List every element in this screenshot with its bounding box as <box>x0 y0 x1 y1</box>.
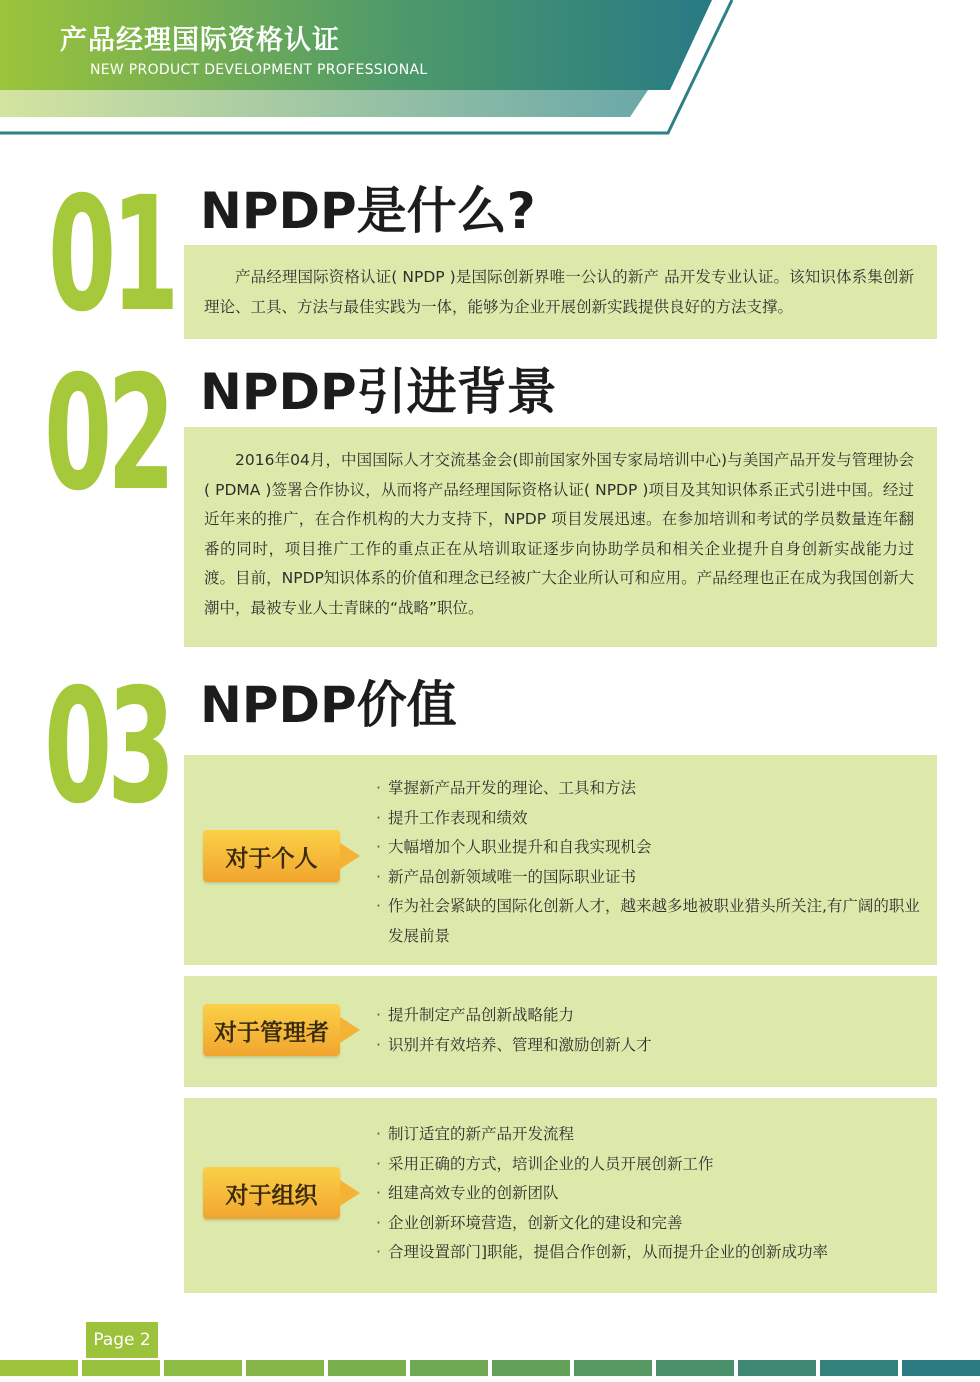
group-manager-list <box>376 1001 921 1060</box>
tag-organization-arrow <box>340 1180 360 1206</box>
list-item: · 采用正确的方式，培训企业的人员开展创新工作 <box>376 1150 921 1180</box>
section-number-01: 01 <box>48 163 175 347</box>
group-organization-list <box>376 1120 921 1268</box>
header-title: 产品经理国际资格认证 <box>60 25 340 56</box>
footer-bar-segment <box>164 1360 242 1376</box>
section-02-text: 2016年04月，中国国际人才交流基金会(即前国家外国专家局培训中心)与美国产品开发与管理协会( PDMA )签署合作协议，从而将产品经理国际资格认证( NPDP )项目及其知识体系正式引进中国。经过近年来的推广，在合作机构的大力支持下，NPDP 项目发展迅速。在参加培训和考试的学员数量连年翻番的同时，项目推广工作的重点正在从培训取证逐步向协助学员和相关企业提升自身创新实战能力过渡。目前，NPDP知识体系的价值和理念已经被广大企业所认可和应用。产品经理也正在成为我国创新大潮中，最被专业人士青睐的“战略”职位。 <box>204 451 914 617</box>
footer-bar-segment <box>328 1360 406 1376</box>
footer-bar-segment <box>574 1360 652 1376</box>
group-individual-list <box>376 774 921 951</box>
list-item: · 企业创新环境营造，创新文化的建设和完善 <box>376 1209 921 1239</box>
section-title-03: NPDP价值 <box>200 676 457 734</box>
tag-manager-arrow <box>340 1017 360 1043</box>
section-02-paragraph <box>204 446 914 623</box>
tag-individual: 对于个人 <box>203 830 340 882</box>
section-title-02: NPDP引进背景 <box>200 363 557 421</box>
section-01-text: 产品经理国际资格认证( NPDP )是国际创新界唯一公认的新产 品开发专业认证。该知识体系集创新理论、工具、方法与最佳实践为一体，能够为企业开展创新实践提供良好的方法支撑。 <box>204 268 914 316</box>
list-item: · 制订适宜的新产品开发流程 <box>376 1120 921 1150</box>
list-item: · 大幅增加个人职业提升和自我实现机会 <box>376 833 921 863</box>
tag-manager: 对于管理者 <box>203 1004 340 1056</box>
list-item: · 作为社会紧缺的国际化创新人才，越来越多地被职业猎头所关注,有广阔的职业发展前景 <box>376 892 921 951</box>
footer-bar-segment <box>738 1360 816 1376</box>
footer-bar-segment <box>820 1360 898 1376</box>
tag-organization: 对于组织 <box>203 1167 340 1219</box>
section-number-02: 02 <box>44 342 171 526</box>
list-item: · 识别并有效培养、管理和激励创新人才 <box>376 1031 921 1061</box>
section-01-paragraph <box>204 263 914 322</box>
footer-bar-segment <box>656 1360 734 1376</box>
list-item: · 组建高效专业的创新团队 <box>376 1179 921 1209</box>
list-item: · 新产品创新领域唯一的国际职业证书 <box>376 863 921 893</box>
list-item: · 提升制定产品创新战略能力 <box>376 1001 921 1031</box>
section-number-03: 03 <box>44 655 171 839</box>
section-title-01: NPDP是什么? <box>200 182 536 240</box>
list-item: · 提升工作表现和绩效 <box>376 804 921 834</box>
tag-individual-arrow <box>340 843 360 869</box>
footer-bar-segment <box>82 1360 160 1376</box>
footer-bar-segment <box>246 1360 324 1376</box>
list-item: · 掌握新产品开发的理论、工具和方法 <box>376 774 921 804</box>
footer-bar-segment <box>0 1360 78 1376</box>
footer-bar-segment <box>902 1360 980 1376</box>
header-subtitle: NEW PRODUCT DEVELOPMENT PROFESSIONAL <box>90 62 428 78</box>
list-item: · 合理设置部门]职能，提倡合作创新，从而提升企业的创新成功率 <box>376 1238 921 1268</box>
page-number-label: Page 2 <box>86 1322 158 1358</box>
page-header <box>0 0 980 140</box>
footer-bar-segment <box>410 1360 488 1376</box>
footer-bar-segment <box>492 1360 570 1376</box>
footer-bar <box>0 1360 980 1376</box>
